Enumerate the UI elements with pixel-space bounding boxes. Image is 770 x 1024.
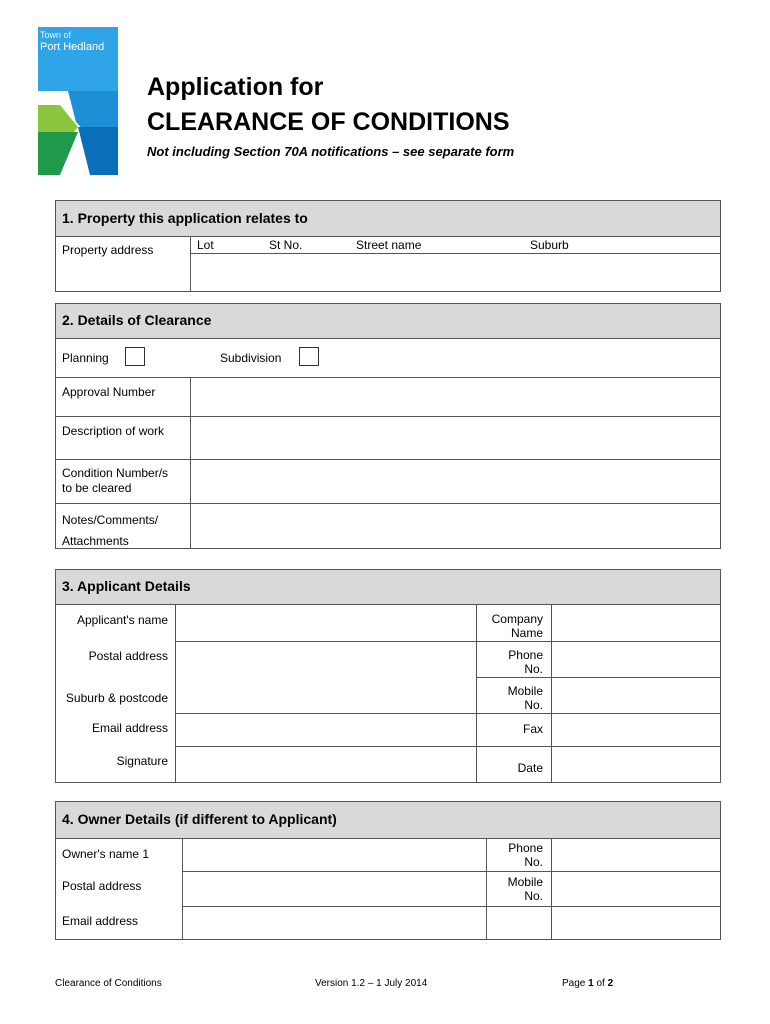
approval-number-label: Approval Number — [62, 385, 156, 399]
page-title-line2: CLEARANCE OF CONDITIONS — [147, 108, 510, 136]
signature-label: Signature — [116, 754, 168, 768]
fax-input[interactable] — [552, 714, 720, 746]
phone-label-l2: No. — [524, 662, 543, 676]
logo-line2: Port Hedland — [40, 41, 105, 53]
subdivision-checkbox[interactable] — [299, 347, 319, 366]
notes-label-l2: Attachments — [62, 534, 129, 548]
description-label: Description of work — [62, 424, 165, 438]
footer-page — [562, 978, 613, 989]
section-clearance-heading: 2. Details of Clearance — [56, 304, 720, 339]
company-name-label-l2: Name — [510, 626, 543, 640]
signature-input[interactable] — [176, 747, 476, 782]
company-name-label — [477, 612, 543, 640]
owner-mobile-label — [487, 875, 543, 903]
footer-title: Clearance of Conditions — [55, 978, 162, 989]
logo-line1: Town of — [40, 30, 72, 40]
email-address-input[interactable] — [176, 714, 476, 746]
mobile-label-l1: Mobile — [507, 684, 543, 698]
notes-input[interactable] — [191, 504, 720, 548]
phone-input[interactable] — [552, 642, 720, 677]
owner-name-label: Owner's name 1 — [62, 847, 149, 861]
section-property — [55, 200, 721, 292]
owner-phone-input[interactable] — [552, 840, 720, 871]
owner-phone-label-l1: Phone — [508, 841, 543, 855]
owner-mobile-input[interactable] — [552, 872, 720, 906]
postal-address-input[interactable] — [176, 642, 476, 713]
footer-page-total: 2 — [607, 978, 614, 989]
approval-number-input[interactable] — [191, 378, 720, 416]
applicant-name-label: Applicant's name — [76, 613, 168, 627]
section-applicant — [55, 569, 721, 783]
section-owner — [55, 801, 721, 940]
owner-email-label: Email address — [62, 914, 139, 928]
property-address-label: Property address — [62, 243, 154, 257]
condition-number-label-l2: to be cleared — [62, 481, 132, 495]
fax-label: Fax — [522, 722, 543, 736]
owner-postal-input[interactable] — [183, 872, 486, 906]
postal-address-label: Postal address — [88, 649, 168, 663]
owner-postal-label: Postal address — [62, 879, 142, 893]
footer-page-of: of — [596, 978, 605, 989]
date-input[interactable] — [552, 747, 720, 782]
mobile-input[interactable] — [552, 678, 720, 713]
applicant-name-input[interactable] — [176, 606, 476, 641]
col-lot: Lot — [197, 238, 214, 252]
company-name-label-l1: Company — [491, 612, 543, 626]
owner-email-input[interactable] — [183, 907, 486, 939]
owner-mobile-label-l1: Mobile — [507, 875, 543, 889]
page-title-line1: Application for — [147, 73, 324, 101]
footer-page-prefix: Page — [562, 978, 586, 989]
col-suburb: Suburb — [530, 238, 569, 252]
condition-number-label-l1: Condition Number/s — [62, 466, 169, 480]
planning-label: Planning — [62, 351, 109, 365]
notes-label-l1: Notes/Comments/ — [62, 513, 159, 527]
property-address-input[interactable] — [191, 254, 721, 291]
section-clearance — [55, 303, 721, 549]
subdivision-label: Subdivision — [220, 351, 282, 365]
owner-name-input[interactable] — [183, 840, 486, 871]
town-logo — [38, 27, 118, 175]
owner-phone-label-l2: No. — [524, 855, 543, 869]
date-label: Date — [517, 761, 543, 775]
phone-label — [477, 648, 543, 676]
footer-version: Version 1.2 – 1 July 2014 — [315, 978, 428, 989]
condition-number-label — [62, 466, 168, 496]
condition-number-input[interactable] — [191, 460, 720, 503]
col-st-no: St No. — [269, 238, 303, 252]
owner-phone-label — [487, 841, 543, 869]
page-subtitle: Not including Section 70A notifications – see separate form — [147, 144, 515, 159]
owner-mobile-label-l2: No. — [524, 889, 543, 903]
suburb-postcode-label: Suburb & postcode — [65, 691, 168, 705]
email-address-label: Email address — [91, 721, 168, 735]
mobile-label-l2: No. — [524, 698, 543, 712]
footer-page-number: 1 — [588, 978, 594, 989]
description-input[interactable] — [191, 417, 720, 459]
phone-label-l1: Phone — [508, 648, 543, 662]
section-property-heading: 1. Property this application relates to — [56, 201, 720, 237]
col-street-name: Street name — [356, 238, 422, 252]
section-owner-heading: 4. Owner Details (if different to Applicant) — [56, 802, 720, 839]
notes-label — [62, 510, 158, 552]
planning-checkbox[interactable] — [125, 347, 145, 366]
mobile-label — [477, 684, 543, 712]
company-name-input[interactable] — [552, 606, 720, 641]
section-applicant-heading: 3. Applicant Details — [56, 570, 720, 605]
